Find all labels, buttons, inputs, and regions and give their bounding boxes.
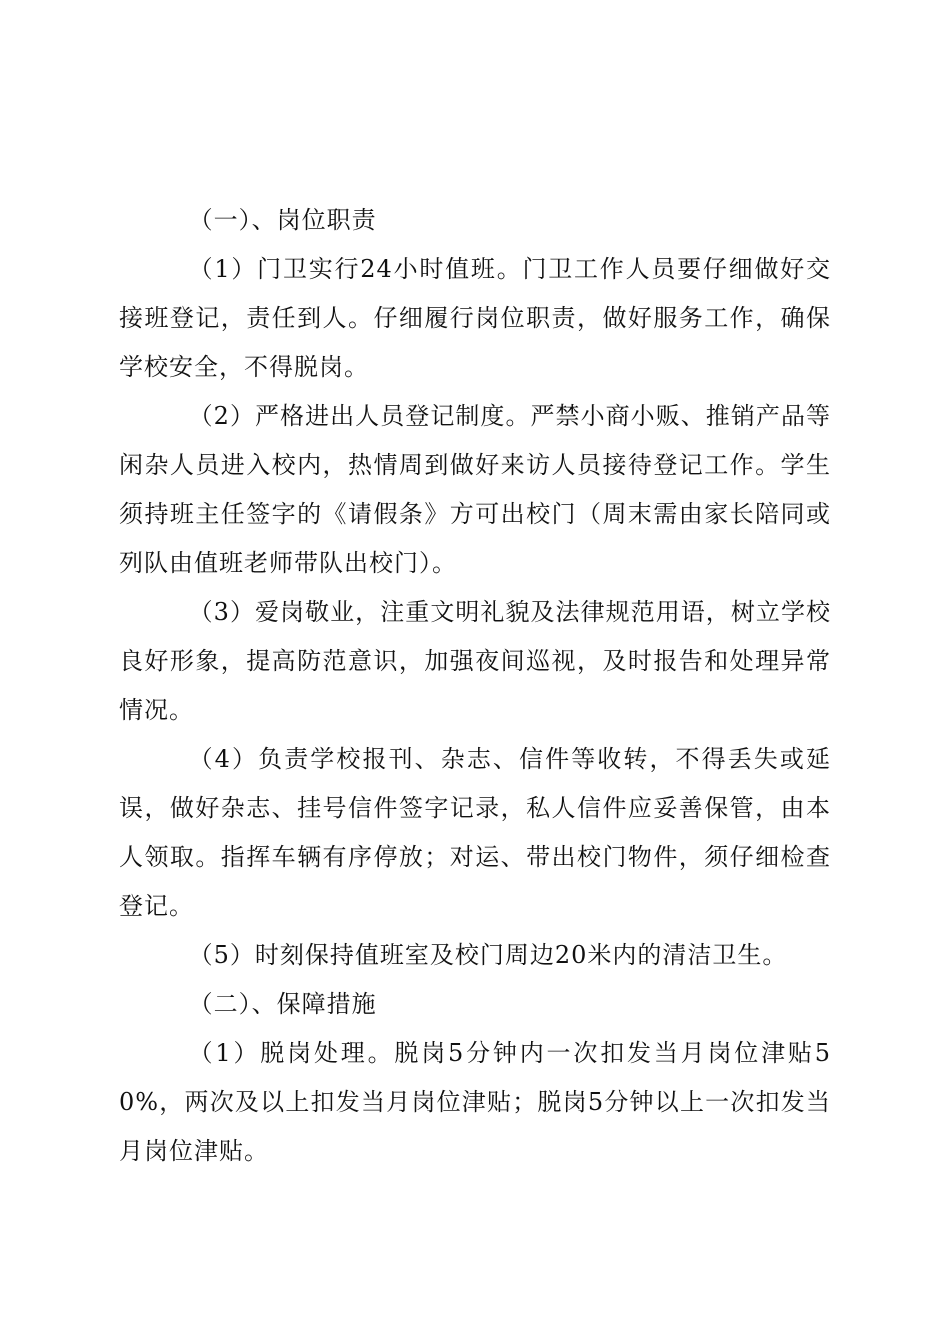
- document-body: [119, 196, 831, 1176]
- paragraph-duty-3: （3）爱岗敬业，注重文明礼貌及法律规范用语，树立学校良好形象，提高防范意识，加强夜间巡视，及时报告和处理异常情况。: [119, 598, 831, 724]
- paragraph-duty-4: （4）负责学校报刊、杂志、信件等收转，不得丢失或延误，做好杂志、挂号信件签字记录，私人信件应妥善保管，由本人领取。指挥车辆有序停放；对运、带出校门物件，须仔细检查登记。: [119, 745, 831, 920]
- paragraph-duty-5: （5）时刻保持值班室及校门周边20米内的清洁卫生。: [188, 941, 788, 969]
- paragraph-duty-1: （1）门卫实行24小时值班。门卫工作人员要仔细做好交接班登记，责任到人。仔细履行岗位职责，做好服务工作，确保学校安全，不得脱岗。: [119, 255, 831, 381]
- section-heading-duties: （一）、岗位职责: [188, 206, 377, 234]
- paragraph-measure-1: （1）脱岗处理。脱岗5分钟内一次扣发当月岗位津贴50%，两次及以上扣发当月岗位津贴；脱岗5分钟以上一次扣发当月岗位津贴。: [119, 1039, 831, 1165]
- paragraph-duty-2: （2）严格进出人员登记制度。严禁小商小贩、推销产品等闲杂人员进入校内，热情周到做好来访人员接待登记工作。学生须持班主任签字的《请假条》方可出校门（周末需由家长陪同或列队由值班老师带队出校门）。: [119, 402, 831, 577]
- section-heading-measures: （二）、保障措施: [188, 990, 377, 1018]
